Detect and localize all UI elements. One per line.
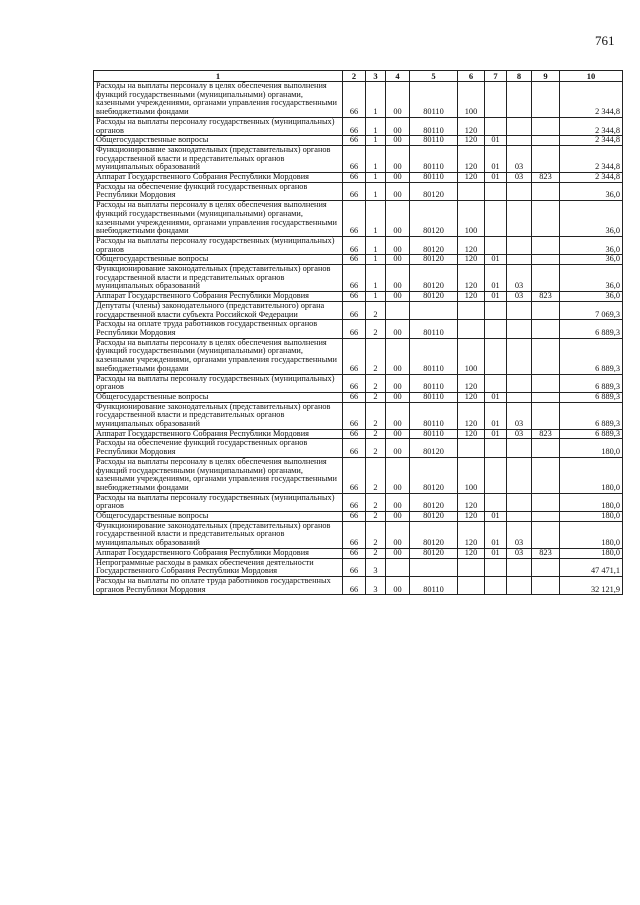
row-amount: 36,0 — [560, 265, 623, 292]
cell-code: 1 — [366, 145, 386, 172]
cell-code: 01 — [485, 136, 507, 146]
cell-code: 120 — [458, 521, 485, 548]
cell-code: 80120 — [410, 548, 458, 558]
row-name: Общегосударственные вопросы — [94, 392, 343, 402]
table-row — [94, 136, 623, 146]
cell-code: 2 — [366, 338, 386, 374]
cell-code: 66 — [343, 374, 366, 392]
cell-code — [485, 493, 507, 511]
cell-code: 00 — [386, 292, 410, 302]
row-amount: 32 121,9 — [560, 576, 623, 594]
cell-code: 120 — [458, 512, 485, 522]
row-name: Аппарат Государственного Собрания Республики Мордовия — [94, 292, 343, 302]
cell-code — [507, 338, 532, 374]
table-row — [94, 292, 623, 302]
cell-code: 1 — [366, 292, 386, 302]
row-amount: 180,0 — [560, 548, 623, 558]
row-amount: 180,0 — [560, 521, 623, 548]
cell-code — [532, 457, 560, 493]
cell-code: 1 — [366, 201, 386, 237]
cell-code — [532, 236, 560, 254]
cell-code — [532, 558, 560, 576]
cell-code — [507, 512, 532, 522]
cell-code: 80110 — [410, 145, 458, 172]
cell-code: 00 — [386, 548, 410, 558]
cell-code: 80110 — [410, 136, 458, 146]
row-name: Расходы на выплаты персоналу в целях обеспечения выполнения функций государственными (муниципальными) органами, казенными учреждениями, органами управления государственными внебюджетными фондами — [94, 457, 343, 493]
column-header: 6 — [458, 71, 485, 82]
row-name: Непрограммные расходы в рамках обеспечения деятельности Государственного Собрания Республики Мордовия — [94, 558, 343, 576]
cell-code: 100 — [458, 201, 485, 237]
row-amount: 36,0 — [560, 236, 623, 254]
cell-code: 01 — [485, 548, 507, 558]
cell-code: 100 — [458, 82, 485, 118]
cell-code: 03 — [507, 292, 532, 302]
cell-code: 120 — [458, 548, 485, 558]
cell-code — [507, 457, 532, 493]
cell-code — [485, 576, 507, 594]
cell-code: 00 — [386, 493, 410, 511]
row-amount: 180,0 — [560, 457, 623, 493]
cell-code — [386, 558, 410, 576]
cell-code: 66 — [343, 512, 366, 522]
row-amount: 36,0 — [560, 201, 623, 237]
cell-code — [485, 338, 507, 374]
cell-code: 00 — [386, 201, 410, 237]
row-amount: 2 344,8 — [560, 117, 623, 135]
cell-code: 00 — [386, 521, 410, 548]
cell-code: 120 — [458, 117, 485, 135]
cell-code: 80120 — [410, 201, 458, 237]
cell-code — [458, 301, 485, 319]
cell-code: 66 — [343, 265, 366, 292]
row-amount: 2 344,8 — [560, 145, 623, 172]
cell-code — [532, 439, 560, 457]
cell-code: 00 — [386, 265, 410, 292]
cell-code — [532, 265, 560, 292]
cell-code: 2 — [366, 402, 386, 429]
cell-code: 80120 — [410, 457, 458, 493]
cell-code: 80120 — [410, 493, 458, 511]
cell-code — [507, 82, 532, 118]
row-name: Функционирование законодательных (представительных) органов государственной власти и представительных органов муниципальных образований — [94, 265, 343, 292]
cell-code: 80120 — [410, 236, 458, 254]
page-number: 761 — [595, 33, 615, 48]
cell-code: 120 — [458, 173, 485, 183]
cell-code — [507, 392, 532, 402]
cell-code: 80120 — [410, 521, 458, 548]
cell-code: 00 — [386, 320, 410, 338]
row-amount: 180,0 — [560, 439, 623, 457]
cell-code: 2 — [366, 512, 386, 522]
cell-code: 80110 — [410, 173, 458, 183]
cell-code — [507, 558, 532, 576]
cell-code — [532, 392, 560, 402]
cell-code: 00 — [386, 82, 410, 118]
cell-code — [485, 301, 507, 319]
table-row — [94, 402, 623, 429]
column-header: 10 — [560, 71, 623, 82]
cell-code — [532, 512, 560, 522]
cell-code: 80120 — [410, 255, 458, 265]
cell-code: 80110 — [410, 117, 458, 135]
row-name: Депутаты (члены) законодательного (представительного) органа государственной власти субъекта Российской Федерации — [94, 301, 343, 319]
row-name: Расходы на обеспечение функций государственных органов Республики Мордовия — [94, 439, 343, 457]
cell-code: 66 — [343, 392, 366, 402]
cell-code — [532, 338, 560, 374]
cell-code — [507, 576, 532, 594]
row-amount: 6 889,3 — [560, 338, 623, 374]
cell-code — [507, 201, 532, 237]
cell-code: 03 — [507, 265, 532, 292]
cell-code — [386, 301, 410, 319]
cell-code: 66 — [343, 439, 366, 457]
cell-code: 66 — [343, 576, 366, 594]
cell-code — [532, 182, 560, 200]
cell-code: 2 — [366, 457, 386, 493]
row-amount: 6 889,3 — [560, 429, 623, 439]
cell-code: 3 — [366, 576, 386, 594]
cell-code: 80120 — [410, 439, 458, 457]
cell-code — [410, 558, 458, 576]
cell-code: 01 — [485, 512, 507, 522]
cell-code: 1 — [366, 236, 386, 254]
cell-code — [458, 558, 485, 576]
cell-code: 1 — [366, 255, 386, 265]
table-row — [94, 320, 623, 338]
cell-code — [532, 145, 560, 172]
column-header: 9 — [532, 71, 560, 82]
row-amount: 180,0 — [560, 512, 623, 522]
cell-code: 80110 — [410, 576, 458, 594]
cell-code — [532, 521, 560, 548]
cell-code: 66 — [343, 117, 366, 135]
cell-code: 80120 — [410, 265, 458, 292]
cell-code: 66 — [343, 173, 366, 183]
cell-code — [485, 558, 507, 576]
cell-code: 100 — [458, 457, 485, 493]
cell-code: 01 — [485, 145, 507, 172]
cell-code: 03 — [507, 548, 532, 558]
cell-code — [532, 255, 560, 265]
row-amount: 6 889,3 — [560, 392, 623, 402]
column-header: 3 — [366, 71, 386, 82]
cell-code — [485, 457, 507, 493]
cell-code: 120 — [458, 265, 485, 292]
cell-code: 00 — [386, 255, 410, 265]
cell-code: 00 — [386, 576, 410, 594]
cell-code: 00 — [386, 439, 410, 457]
cell-code: 66 — [343, 521, 366, 548]
row-amount: 2 344,8 — [560, 136, 623, 146]
cell-code: 2 — [366, 374, 386, 392]
cell-code — [410, 301, 458, 319]
cell-code: 66 — [343, 82, 366, 118]
row-amount: 2 344,8 — [560, 173, 623, 183]
row-name: Аппарат Государственного Собрания Республики Мордовия — [94, 429, 343, 439]
row-name: Расходы на выплаты персоналу в целях обеспечения выполнения функций государственными (муниципальными) органами, казенными учреждениями, органами управления государственными внебюджетными фондами — [94, 82, 343, 118]
cell-code — [532, 493, 560, 511]
cell-code: 2 — [366, 439, 386, 457]
table-row — [94, 457, 623, 493]
cell-code: 120 — [458, 392, 485, 402]
cell-code — [458, 182, 485, 200]
cell-code — [507, 236, 532, 254]
row-amount: 7 069,3 — [560, 301, 623, 319]
cell-code: 66 — [343, 236, 366, 254]
table-row — [94, 439, 623, 457]
cell-code — [507, 136, 532, 146]
cell-code — [485, 201, 507, 237]
cell-code — [485, 439, 507, 457]
cell-code — [532, 117, 560, 135]
cell-code — [458, 320, 485, 338]
cell-code: 01 — [485, 392, 507, 402]
cell-code — [507, 493, 532, 511]
cell-code: 2 — [366, 301, 386, 319]
cell-code — [485, 320, 507, 338]
cell-code — [532, 320, 560, 338]
cell-code: 66 — [343, 201, 366, 237]
row-name: Аппарат Государственного Собрания Республики Мордовия — [94, 548, 343, 558]
row-name: Общегосударственные вопросы — [94, 255, 343, 265]
cell-code: 120 — [458, 255, 485, 265]
row-amount: 2 344,8 — [560, 82, 623, 118]
cell-code — [532, 301, 560, 319]
cell-code: 823 — [532, 292, 560, 302]
cell-code: 120 — [458, 429, 485, 439]
row-amount: 180,0 — [560, 493, 623, 511]
cell-code: 2 — [366, 548, 386, 558]
row-name: Функционирование законодательных (представительных) органов государственной власти и представительных органов муниципальных образований — [94, 145, 343, 172]
cell-code — [507, 320, 532, 338]
cell-code: 01 — [485, 292, 507, 302]
cell-code: 80110 — [410, 392, 458, 402]
cell-code: 120 — [458, 493, 485, 511]
cell-code — [532, 402, 560, 429]
row-amount: 6 889,3 — [560, 402, 623, 429]
cell-code: 66 — [343, 429, 366, 439]
budget-table — [93, 70, 623, 595]
table-row — [94, 493, 623, 511]
table-row — [94, 82, 623, 118]
cell-code — [507, 439, 532, 457]
cell-code: 00 — [386, 392, 410, 402]
table-row — [94, 576, 623, 594]
cell-code: 120 — [458, 236, 485, 254]
row-name: Общегосударственные вопросы — [94, 512, 343, 522]
cell-code: 80110 — [410, 374, 458, 392]
cell-code: 80120 — [410, 292, 458, 302]
cell-code — [485, 117, 507, 135]
cell-code: 00 — [386, 117, 410, 135]
cell-code — [507, 182, 532, 200]
table-row — [94, 145, 623, 172]
row-name: Общегосударственные вопросы — [94, 136, 343, 146]
cell-code: 03 — [507, 521, 532, 548]
cell-code: 120 — [458, 402, 485, 429]
cell-code — [532, 82, 560, 118]
cell-code: 03 — [507, 429, 532, 439]
cell-code: 1 — [366, 82, 386, 118]
row-amount: 36,0 — [560, 182, 623, 200]
cell-code: 120 — [458, 136, 485, 146]
row-amount: 6 889,3 — [560, 374, 623, 392]
row-name: Функционирование законодательных (представительных) органов государственной власти и представительных органов муниципальных образований — [94, 521, 343, 548]
cell-code: 80110 — [410, 402, 458, 429]
cell-code: 66 — [343, 136, 366, 146]
cell-code — [485, 182, 507, 200]
cell-code: 80110 — [410, 82, 458, 118]
cell-code: 00 — [386, 338, 410, 374]
cell-code: 2 — [366, 320, 386, 338]
table-row — [94, 201, 623, 237]
cell-code: 1 — [366, 265, 386, 292]
cell-code — [458, 576, 485, 594]
cell-code: 66 — [343, 292, 366, 302]
cell-code — [507, 117, 532, 135]
table-row — [94, 548, 623, 558]
table-row — [94, 338, 623, 374]
cell-code: 120 — [458, 145, 485, 172]
cell-code: 1 — [366, 136, 386, 146]
table-row — [94, 392, 623, 402]
cell-code — [532, 576, 560, 594]
cell-code — [485, 236, 507, 254]
cell-code: 80120 — [410, 512, 458, 522]
cell-code — [532, 136, 560, 146]
cell-code: 00 — [386, 457, 410, 493]
row-name: Расходы на выплаты персоналу государственных (муниципальных) органов — [94, 236, 343, 254]
row-amount: 36,0 — [560, 292, 623, 302]
cell-code — [532, 201, 560, 237]
column-header: 1 — [94, 71, 343, 82]
table-row — [94, 374, 623, 392]
cell-code: 2 — [366, 521, 386, 548]
cell-code: 2 — [366, 429, 386, 439]
table-row — [94, 512, 623, 522]
cell-code: 100 — [458, 338, 485, 374]
column-header: 4 — [386, 71, 410, 82]
row-name: Расходы на выплаты по оплате труда работников государственных органов Республики Мордовия — [94, 576, 343, 594]
cell-code: 01 — [485, 429, 507, 439]
column-header: 2 — [343, 71, 366, 82]
cell-code: 66 — [343, 301, 366, 319]
cell-code: 3 — [366, 558, 386, 576]
cell-code: 2 — [366, 392, 386, 402]
row-amount: 36,0 — [560, 255, 623, 265]
cell-code — [507, 301, 532, 319]
cell-code: 00 — [386, 173, 410, 183]
column-header: 7 — [485, 71, 507, 82]
row-amount: 6 889,3 — [560, 320, 623, 338]
cell-code — [485, 374, 507, 392]
cell-code: 03 — [507, 402, 532, 429]
cell-code: 80110 — [410, 320, 458, 338]
cell-code: 01 — [485, 173, 507, 183]
cell-code: 66 — [343, 338, 366, 374]
cell-code: 66 — [343, 182, 366, 200]
cell-code — [485, 82, 507, 118]
table-row — [94, 173, 623, 183]
table-row — [94, 521, 623, 548]
table-row — [94, 117, 623, 135]
cell-code — [507, 374, 532, 392]
cell-code: 00 — [386, 136, 410, 146]
cell-code: 120 — [458, 374, 485, 392]
table-body — [94, 82, 623, 595]
cell-code: 120 — [458, 292, 485, 302]
cell-code — [507, 255, 532, 265]
row-name: Расходы на выплаты персоналу в целях обеспечения выполнения функций государственными (муниципальными) органами, казенными учреждениями, органами управления государственными внебюджетными фондами — [94, 201, 343, 237]
cell-code: 823 — [532, 548, 560, 558]
cell-code: 2 — [366, 493, 386, 511]
table-row — [94, 265, 623, 292]
cell-code: 00 — [386, 236, 410, 254]
cell-code: 1 — [366, 173, 386, 183]
table-header-row — [94, 71, 623, 82]
cell-code: 03 — [507, 173, 532, 183]
row-name: Расходы на выплаты персоналу государственных (муниципальных) органов — [94, 374, 343, 392]
cell-code: 01 — [485, 255, 507, 265]
cell-code: 1 — [366, 182, 386, 200]
cell-code: 66 — [343, 493, 366, 511]
cell-code: 823 — [532, 429, 560, 439]
cell-code: 01 — [485, 265, 507, 292]
row-name: Аппарат Государственного Собрания Республики Мордовия — [94, 173, 343, 183]
cell-code: 00 — [386, 145, 410, 172]
cell-code — [458, 439, 485, 457]
cell-code: 00 — [386, 512, 410, 522]
row-name: Расходы на оплате труда работников государственных органов Республики Мордовия — [94, 320, 343, 338]
cell-code: 80110 — [410, 338, 458, 374]
cell-code — [532, 374, 560, 392]
cell-code: 00 — [386, 182, 410, 200]
row-name: Расходы на выплаты персоналу государственных (муниципальных) органов — [94, 493, 343, 511]
row-name: Функционирование законодательных (представительных) органов государственной власти и представительных органов муниципальных образований — [94, 402, 343, 429]
cell-code: 00 — [386, 374, 410, 392]
cell-code: 03 — [507, 145, 532, 172]
table-row — [94, 182, 623, 200]
cell-code: 80110 — [410, 429, 458, 439]
cell-code: 80120 — [410, 182, 458, 200]
cell-code: 823 — [532, 173, 560, 183]
row-name: Расходы на обеспечение функций государственных органов Республики Мордовия — [94, 182, 343, 200]
cell-code: 66 — [343, 457, 366, 493]
cell-code: 66 — [343, 145, 366, 172]
cell-code: 00 — [386, 429, 410, 439]
row-name: Расходы на выплаты персоналу в целях обеспечения выполнения функций государственными (муниципальными) органами, казенными учреждениями, органами управления государственными внебюджетными фондами — [94, 338, 343, 374]
table-row — [94, 558, 623, 576]
table-row — [94, 236, 623, 254]
cell-code: 66 — [343, 558, 366, 576]
cell-code: 66 — [343, 255, 366, 265]
column-header: 8 — [507, 71, 532, 82]
cell-code: 01 — [485, 521, 507, 548]
row-name: Расходы на выплаты персоналу государственных (муниципальных) органов — [94, 117, 343, 135]
cell-code: 1 — [366, 117, 386, 135]
cell-code: 66 — [343, 402, 366, 429]
row-amount: 47 471,1 — [560, 558, 623, 576]
cell-code: 01 — [485, 402, 507, 429]
cell-code: 66 — [343, 320, 366, 338]
table-row — [94, 301, 623, 319]
cell-code: 66 — [343, 548, 366, 558]
column-header: 5 — [410, 71, 458, 82]
cell-code: 00 — [386, 402, 410, 429]
